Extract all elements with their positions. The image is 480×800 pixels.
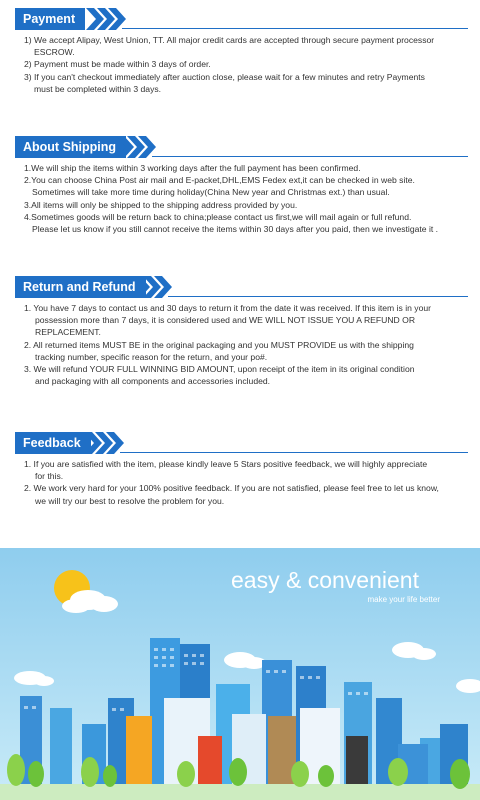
list-item: we will try our best to resolve the problem for you. [35,495,225,506]
list-item: 2.You can choose China Post air mail and E-packet,DHL,EMS Fedex ext,it can be checked in web site. [24,175,415,186]
list-item: 3) If you can't checkout immediately after auction close, please wait for a few minutes and retry Payments [24,71,425,82]
shipping-header [0,136,480,158]
banner-headline: easy & convenient [231,567,419,593]
city-banner [0,548,480,800]
ground [0,784,480,800]
list-item: 2. All returned items MUST BE in the original packaging and you MUST PROVIDE us with the shipping [24,339,414,350]
list-item: must be completed within 3 days. [34,83,162,94]
list-item: for this. [35,471,64,482]
list-item: 3. We will refund YOUR FULL WINNING BID AMOUNT, upon receipt of the item in its original condition [24,364,415,375]
shipping-list [24,162,464,235]
payment-divider [122,28,468,29]
list-item: Please let us know if you still cannot receive the items within 30 days after you paid, then we investigate it . [32,224,439,235]
shipping-section [0,136,480,235]
chevrons-icon [84,432,124,454]
shipping-divider [152,156,468,157]
payment-header [0,8,480,30]
payment-title: Payment [15,8,85,30]
list-item: 4.Sometimes goods will be return back to china;please contact us first,we will mail again or full refund. [24,211,412,222]
list-item: tracking number, specific reason for the return, and your po#. [35,351,268,362]
list-item: and packaging with all components and accessories included. [35,376,271,387]
chevrons-icon [132,276,172,298]
feedback-list [24,458,464,507]
refund-title: Return and Refund [15,276,146,298]
list-item: 1. If you are satisfied with the item, please kindly leave 5 Stars positive feedback, we will highly appreciate [24,459,428,469]
payment-section [0,8,480,94]
list-item: possession more than 7 days, it is considered used and WE WILL NOT ISSUE YOU A REFUND OR [35,315,416,326]
list-item: REPLACEMENT. [35,327,101,338]
city-illustration [0,548,480,800]
list-item: 1. You have 7 days to contact us and 30 days to return it from the date it was received. If this item is in your [24,303,431,313]
feedback-divider [120,452,468,453]
feedback-title: Feedback [15,432,91,454]
list-item: Sometimes will take more time during holiday(China New year and Christmas ext.) than usual. [32,187,390,198]
list-item: 1.We will ship the items within 3 working days after the full payment has been confirmed. [24,163,361,173]
shipping-title: About Shipping [15,136,126,158]
list-item: 3.All items will only be shipped to the shipping address provided by you. [24,199,298,210]
payment-list [24,34,464,95]
banner-tagline: make your life better [367,595,440,604]
refund-list [24,302,464,387]
refund-divider [168,296,468,297]
refund-header [0,276,480,298]
refund-section [0,276,480,387]
list-item: 2) Payment must be made within 3 days of order. [24,59,211,70]
list-item: 2. We work very hard for your 100% positive feedback. If you are not satisfied, please feel free to let us know, [24,483,439,494]
list-item: 1) We accept Alipay, West Union, TT. All major credit cards are accepted through secure payment processor [24,35,435,45]
chevrons-icon [86,8,126,30]
list-item: ESCROW. [34,47,75,58]
chevrons-icon [116,136,156,158]
feedback-section [0,432,480,506]
feedback-header [0,432,480,454]
